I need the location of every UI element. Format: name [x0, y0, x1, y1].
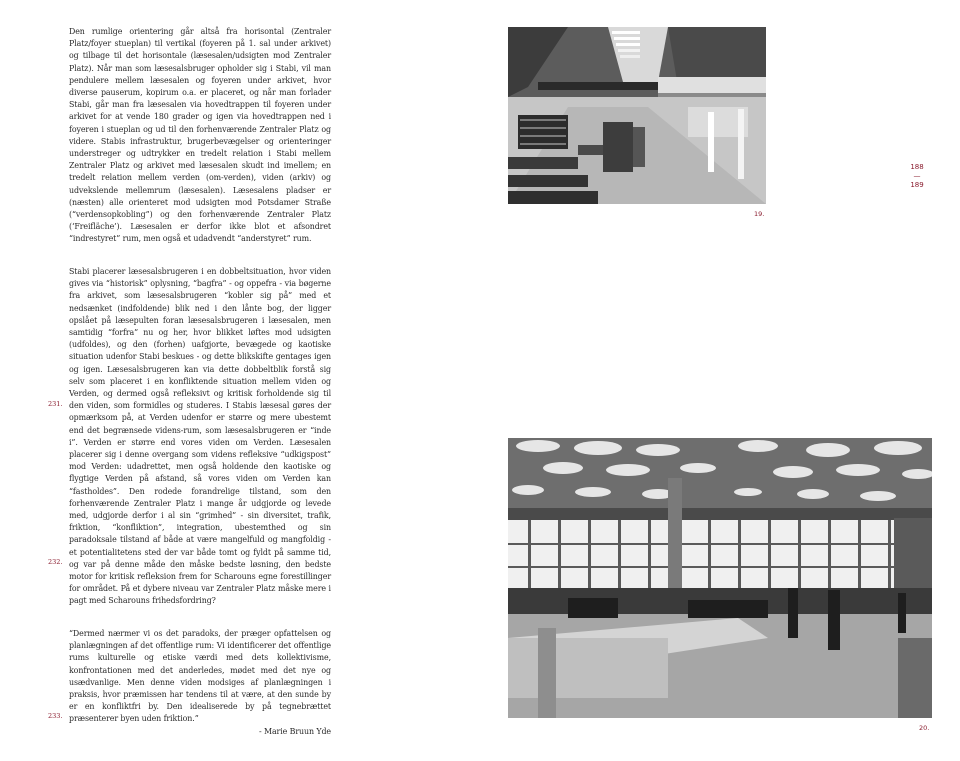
- folio-right-page-number: 189: [910, 181, 924, 189]
- figure-20-reading-hall-photo: [508, 438, 932, 718]
- paragraph-1-text: Den rumlige orientering går altså fra horisontal (Zentraler Platz/foyer stueplan) til vertikal (foyeren på 1. sal under arkivet) og tilbage til det horisontale (læsesalen/udsigten mod Zentraler Platz). Når man som læsesalsbruger opholder sig i Stabi, vil man pendulere mellem læsesalen og foyeren under arkivet, hvor diverse pauserum, kopirum o.a. er placeret, og når man forlader Stabi, går man fra læsesalen via hovedtrappen til foyeren under arkivet for at vende 180 grader og igen via hovedtrappen ned i foyeren i stueplan og ud til den forhenværende Zentraler Platz og videre. Stabis infrastruktur, brugerbevægelser og orienteringer understreger og udtrykker en tredelt relation i Stabi mellem Zentraler Platz og arkivet med læsesalen skudt ind imellem; en tredelt relation mellem verden (om-verden), viden (arkiv) og udvekslende mellemrum (læsesalen). Læsesalens pladser er (næsten) alle orienteret mod udsigten mod Potsdamer Straße (“verdensopkobling”) og den forhenværende Zentraler Platz (‘Freifläche’). Læsesalen er derfor ikke blot et afsondret “indrestyret” rum, men også et udadvendt “anderstyret” rum.: [69, 27, 331, 244]
- folio-left-page-number: 188: [910, 163, 924, 171]
- body-paragraph-2: [69, 266, 331, 608]
- block-quote: [69, 628, 331, 738]
- margin-note-233: 233.: [48, 712, 63, 720]
- margin-note-231: 231.: [48, 400, 63, 408]
- figure-19-caption: 19.: [754, 210, 765, 218]
- quote-text: “Dermed nærmer vi os det paradoks, der præger opfattelsen og planlægningen af det offentlige rum: Vi identificerer det offentlige rums kulturelle og etiske værdi med dets kollektivisme, konfrontationen med det anderledes, mødet med det nye og usædvanlige. Men denne viden modsiges af planlægningen i praksis, hvor præmissen har tendens til at være, at den sunde by er en konfliktfri by. Den idealiserede by på tegnebrættet præsenterer byen uden friktion.”: [69, 629, 331, 724]
- folio-dash: —: [913, 172, 921, 180]
- body-paragraph-1: [69, 26, 331, 246]
- paragraph-2-text: Stabi placerer læsesalsbrugeren i en dobbeltsituation, hvor viden gives via “historisk” oplysning, “bagfra” - og oppefra - via bøgerne fra arkivet, som læsesalsbrugeren “kobler sig på” med et nedsænket (indfoldende) blik ned i den lånte bog, der ligger opslået på læsepulten foran læsesalsbrugeren i læsesalen, men samtidig “forfra” nu og her, hvor blikket løftes mod udsigten (udfoldes), og den (forhen) uafgjorte, bevægede og kaotiske situation udenfor Stabi beskues - og dette blikskifte gentages igen og igen. Læsesalsbrugeren kan via dette dobbeltblik forstå sig selv som placeret i en konfliktende situation mellem viden og Verden, og dermed også refleksivt og kritisk forholdende sig til den viden, som formidles og studeres. I Stabis læsesal gøres der opmærksom på, at Verden udenfor er større og mere ubestemt end det begrænsede videns-rum, som læsesalsbrugeren er “inde i”. Verden er større end vores viden om Verden. Læsesalen placerer sig i denne overgang som videns refleksive “udkigspost” mod Verden: udadrettet, men også holdende den kaotiske og flygtige Verden på afstand, så vores viden om Verden kan “fastholdes”. Den rodede forandrelige tilstand, som den forhenværende Zentraler Platz i mange år udgjorde og levede med, udgjorde derfor i al sin “grimhed” - sin diversitet, trafik, friktion, “konfliktion”, integration, ubestemthed og sin paradoksale tilstand af både at være mangelfuld og mangfoldig - et potentialitetens sted der var både tomt og fyldt på samme tid, og var på denne måde den måske bedste løsning, den bedste motor for kritisk refleksion frem for Scharouns egne forestillinger for området. På et dybere niveau var Zentraler Platz måske mere i pagt med Scharouns frihedsfordring?: [69, 267, 331, 606]
- page-folio: [906, 163, 928, 190]
- figure-20-caption: 20.: [919, 724, 930, 732]
- margin-note-232: 232.: [48, 558, 63, 566]
- figure-19-library-interior-photo: [508, 27, 766, 204]
- quote-attribution: - Marie Bruun Yde: [259, 726, 331, 736]
